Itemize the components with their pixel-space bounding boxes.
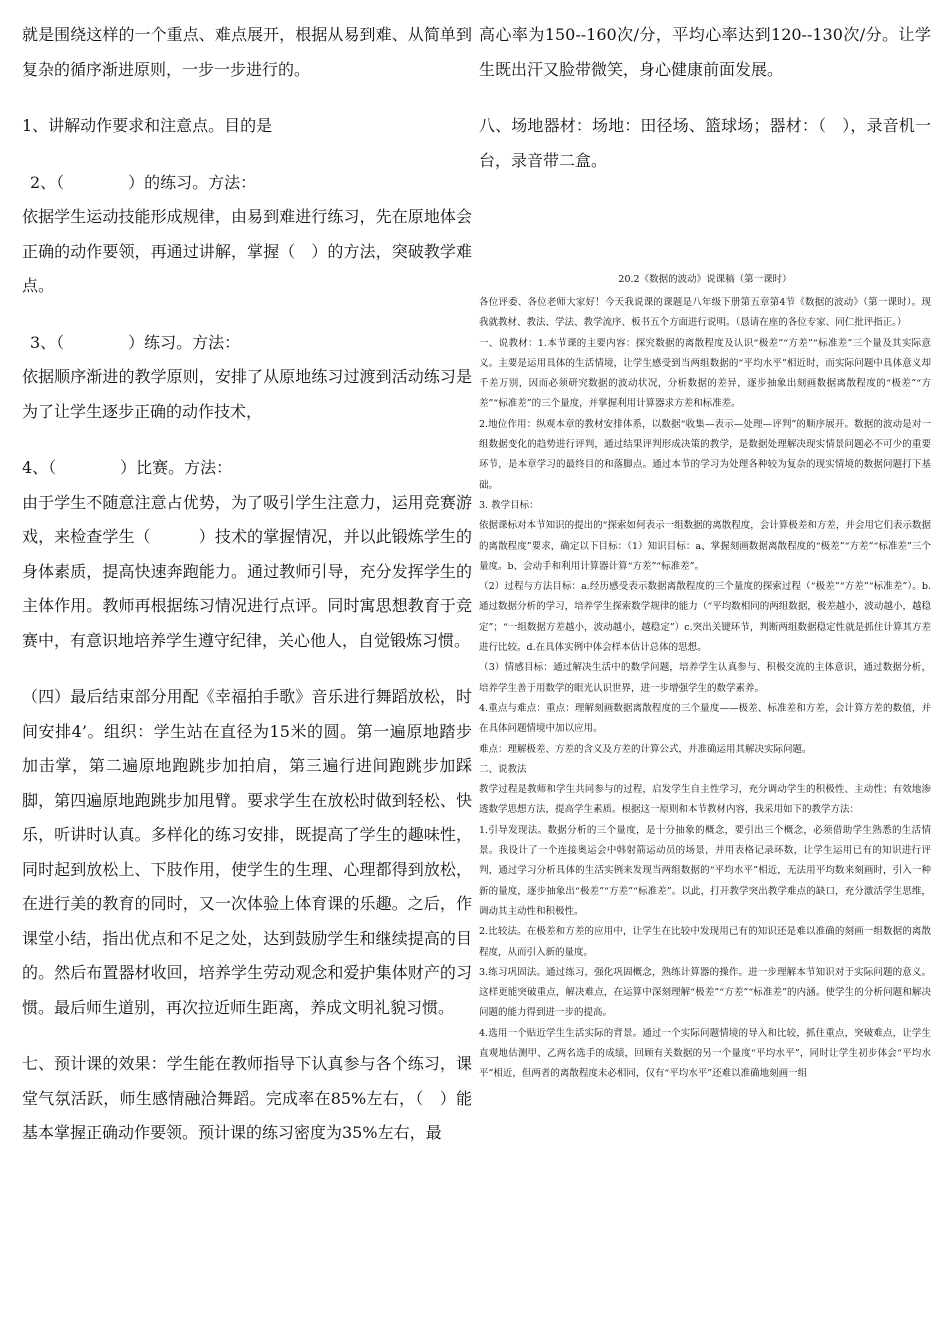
- small-paragraph: 1.引导发现法。数据分析的三个量度，是十分抽象的概念，要引出三个概念，必须借助学生熟悉的生活情景。我设计了一个连接奥运会中韩射箭运动员的场景，并用表格记录环数，让学生运用已有的知识进行评判，通过学习分析具体的生活实例来发现当两组数据的“平均水平”相近，无法用平均数来刻画时，引入一种新的量度，逐步抽象出“极差”“方差”“标准差”。以此，打开教学突出教学难点的缺口，充分激活学生思维，调动其主动性和积极性。: [479, 824, 931, 917]
- small-paragraph: 难点：理解极差、方差的含义及方差的计算公式，并准确运用其解决实际问题。: [479, 743, 812, 755]
- small-paragraph: 各位评委、各位老师大家好！今天我说课的课题是八年级下册第五章第4节《数据的波动》（第一课时）。现我就教材、教法、学法、教学流序、板书五个方面进行说明。（恳请在座的各位专家、同仁批评指正。）: [479, 297, 931, 329]
- paragraph: 八、场地器材：场地：田径场、篮球场；器材：（ ），录音机一台，录音带二盒。: [479, 116, 931, 170]
- small-paragraph: （3）情感目标：通过解决生活中的数学问题，培养学生认真参与、积极交流的主体意识，通过数据分析，培养学生善于用数学的眼光认识世界，进一步增强学生的数学素养。: [479, 662, 931, 694]
- small-paragraph: 依据课标对本节知识的提出的“探索如何表示一组数据的离散程度，会计算极差和方差，并会用它们表示数据的离散程度”要求，确定以下目标：（1）知识目标：a、掌握刻画数据离散程度的“极差”“方差”“标准差”三个量度。b、会动手和利用计算器计算“方差”“标准差”。: [479, 520, 931, 572]
- small-paragraph: 3.练习巩固法。通过练习，强化巩固概念，熟练计算器的操作。进一步理解本节知识对于实际问题的意义。这样更能突破重点，解决难点，在运算中深刻理解“极差”“方差”“标准差”的内涵。使学生的分析问题和解决问题的能力得到进一步的提高。: [479, 966, 931, 1019]
- paragraph: 依据学生运动技能形成规律，由易到难进行练习，先在原地体会正确的动作要领，再通过讲解，掌握（ ）的方法，突破教学难点。: [22, 207, 472, 295]
- small-paragraph: 一、说教材：1.本节课的主要内容：探究数据的离散程度及认识“极差”“方差”“标准差”三个量及其实际意义。主要是运用具体的生活情境，让学生感受到当两组数据的“平均水平”相近时，而实际问题中具体意义却千差万别，因而必须研究数据的波动状况，分析数据的差异，逐步抽象出刻画数据离散程度的“极差”“方差”“标准差”的三个量度，并掌握利用计算器求方差和标准差。: [479, 337, 931, 410]
- paragraph-heading: 3、（ ）练习。方法：: [30, 332, 241, 352]
- paragraph-heading: 4、（ ）比赛。方法：: [22, 458, 233, 477]
- paragraph: 高心率为150--160次/分，平均心率达到120--130次/分。让学生既出汗又脸带微笑，身心健康前面发展。: [479, 25, 931, 79]
- left-column: [22, 18, 472, 1151]
- paragraph: （四）最后结束部分用配《幸福拍手歌》音乐进行舞蹈放松，时间安排4’。组织：学生站在直径为15米的圆。第一遍原地踏步加击掌，第二遍原地跑跳步加拍肩，第三遍行进间跑跳步加踩脚，第四遍原地跑跳步加甩臂。要求学生在放松时做到轻松、快乐，听讲时认真。多样化的练习安排，既提高了学生的趣味性，同时起到放松上、下肢作用，使学生的生理、心理都得到放松，在进行美的教育的同时，又一次体验上体育课的乐趣。之后，作课堂小结，指出优点和不足之处，达到鼓励学生和继续提高的目的。然后布置器材收回，培养学生劳动观念和爱护集体财产的习惯。最后师生道别，再次拉近师生距离，养成文明礼貌习惯。: [22, 687, 472, 1017]
- right-column-top: [479, 18, 931, 178]
- paragraph: 由于学生不随意注意占优势，为了吸引学生注意力，运用竞赛游戏，来检查学生（ ）技术的掌握情况，并以此锻炼学生的身体素质，提高快速奔跑能力。通过教师引导，充分发挥学生的主体作用。教师再根据练习情况进行点评。同时寓思想教育于竞赛中，有意识地培养学生遵守纪律，关心他人，自觉锻炼习惯。: [22, 492, 472, 650]
- small-paragraph: 4.选用一个贴近学生生活实际的背景。通过一个实际问题情境的导入和比较，抓住重点，突破难点，让学生直观地估测甲、乙两名选手的成绩，回顾有关数据的另一个量度“平均水平”，同时让学生初步体会“平均水平”相近，但两者的离散程度未必相同，仅有“平均水平”还难以准确地刻画一组: [479, 1027, 931, 1080]
- right-column: [479, 18, 931, 1085]
- small-paragraph: 3. 教学目标：: [479, 499, 539, 511]
- paragraph: 就是围绕这样的一个重点、难点展开，根据从易到难、从简单到复杂的循序渐进原则，一步一步进行的。: [22, 25, 472, 79]
- small-paragraph: 教学过程是教师和学生共同参与的过程，启发学生自主性学习，充分调动学生的积极性、主动性；有效地渗透数学思想方法，提高学生素质。根据这一原则和本节教材内容，我采用如下的教学方法：: [479, 784, 931, 816]
- small-paragraph: 4.重点与难点：重点：理解刻画数据离散程度的三个量度——极差、标准差和方差，会计算方差的数值，并在具体问题情境中加以应用。: [479, 702, 931, 735]
- small-paragraph: 二、说教法: [479, 763, 527, 775]
- paragraph-heading: 1、讲解动作要求和注意点。目的是: [22, 116, 273, 135]
- paragraph: 依据顺序渐进的教学原则，安排了从原地练习过渡到活动练习是为了让学生逐步正确的动作技术，: [22, 367, 472, 421]
- small-paragraph: 2.比较法。在极差和方差的应用中，让学生在比较中发现用已有的知识还是难以准确的刻画一组数据的离散程度，从而引入新的量度。: [479, 926, 931, 958]
- small-paragraph: （2）过程与方法目标：a.经历感受表示数据离散程度的三个量度的探索过程（“极差”“方差”“标准差”）。b.通过数据分析的学习，培养学生探索数学规律的能力（“平均数相同的两组数据，极差越小，波动越小，越稳定”；“一组数据方差越小，波动越小，越稳定”）c.突出关键环节，判断两组数据稳定性就是抓住计算其方差进行比较。d.在具体实例中体会样本估计总体的思想。: [479, 581, 931, 654]
- lesson-plan-section: [479, 270, 931, 1085]
- paragraph: 七、预计课的效果：学生能在教师指导下认真参与各个练习，课堂气氛活跃，师生感情融洽舞蹈。完成率在85%左右，（ ）能基本掌握正确动作要领。预计课的练习密度为35%左右，最: [22, 1054, 472, 1142]
- lesson-plan-title: 20.2《数据的波动》说课稿（第一课时）: [618, 274, 792, 285]
- paragraph-heading: 2、（ ）的练习。方法：: [30, 172, 257, 192]
- small-paragraph: 2.地位作用：纵观本章的教材安排体系，以数据“收集—表示—处理—评判”的顺序展开。数据的波动是对一组数据变化的趋势进行评判，通过结果评判形成决策的教学，是数据处理解决现实情景问题必不可少的重要环节，是本章学习的最终目的和落脚点。通过本节的学习为处理各种较为复杂的现实情境的数据问题打下基础。: [479, 418, 931, 491]
